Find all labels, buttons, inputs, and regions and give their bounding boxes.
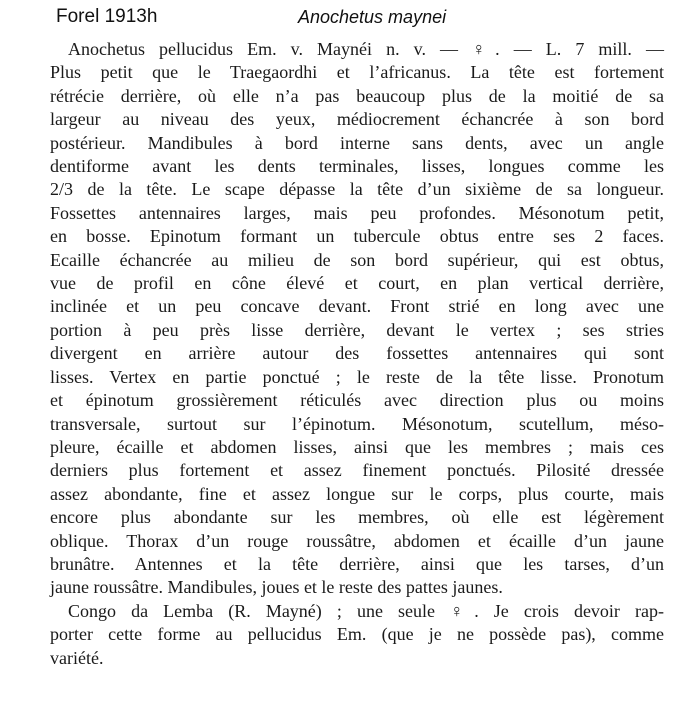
text-line: lisses. Vertex en partie ponctué ; le reste de la tête lisse. Pronotum: [50, 366, 664, 387]
citation-label: Forel 1913h: [56, 6, 158, 27]
text-line: derniers plus fortement et assez finement ponctués. Pilosité dressée: [50, 460, 664, 481]
species-description: [50, 38, 664, 670]
text-line: Plus petit que le Traegaordhi et l’africanus. La tête est fortement: [50, 62, 664, 83]
species-title: Anochetus maynei: [298, 7, 447, 27]
text-line: rétrécie derrière, où elle n’a pas beaucoup plus de la moitié de sa: [50, 85, 664, 106]
text-line: Congo da Lemba (R. Mayné) ; une seule ♀. Je crois devoir rap-: [68, 600, 664, 621]
text-line: 2/3 de la tête. Le scape dépasse la tête d’un sixième de sa longueur.: [50, 179, 664, 200]
text-line: vue de profil en cône élevé et court, en plan vertical derrière,: [50, 273, 664, 294]
text-line: pleure, écaille et abdomen lisses, ainsi que les membres ; mais ces: [50, 436, 664, 457]
text-line: en bosse. Epinotum formant un tubercule obtus entre ses 2 faces.: [50, 226, 664, 247]
text-line: encore plus abondante sur les membres, où elle est légèrement: [50, 507, 664, 528]
text-line: Ecaille échancrée au milieu de son bord supérieur, qui est obtus,: [50, 249, 664, 270]
description-paragraph: [50, 38, 664, 600]
text-line: oblique. Thorax d’un rouge roussâtre, abdomen et écaille d’un jaune: [50, 530, 664, 551]
text-line: jaune roussâtre. Mandibules, joues et le reste des pattes jaunes.: [50, 577, 503, 598]
text-line: assez abondante, fine et assez longue sur le corps, plus courte, mais: [50, 483, 664, 504]
text-line: et épinotum grossièrement réticulés avec direction plus ou moins: [50, 390, 664, 411]
text-line: transversale, surtout sur l’épinotum. Mésonotum, scutellum, méso-: [50, 413, 664, 434]
text-line: inclinée et un peu concave devant. Front strié en long avec une: [50, 296, 664, 317]
locality-paragraph: [50, 600, 664, 670]
text-line: brunâtre. Antennes et la tête derrière, ainsi que les tarses, d’un: [50, 553, 664, 574]
text-line: postérieur. Mandibules à bord interne sans dents, avec un angle: [50, 132, 664, 153]
text-line: divergent en arrière autour des fossettes antennaires qui sont: [50, 343, 664, 364]
text-line: Fossettes antennaires larges, mais peu profondes. Mésonotum petit,: [50, 202, 664, 223]
text-line: porter cette forme au pellucidus Em. (que je ne possède pas), comme: [50, 624, 664, 645]
text-line: Anochetus pellucidus Em. v. Maynéi n. v. — ♀. — L. 7 mill. —: [68, 39, 664, 59]
text-line: portion à peu près lisse derrière, devant le vertex ; ses stries: [50, 319, 664, 340]
text-line: variété.: [50, 647, 104, 668]
text-line: largeur au niveau des yeux, médiocrement échancrée à son bord: [50, 109, 664, 130]
text-line: dentiforme avant les dents terminales, lisses, longues comme les: [50, 156, 664, 177]
